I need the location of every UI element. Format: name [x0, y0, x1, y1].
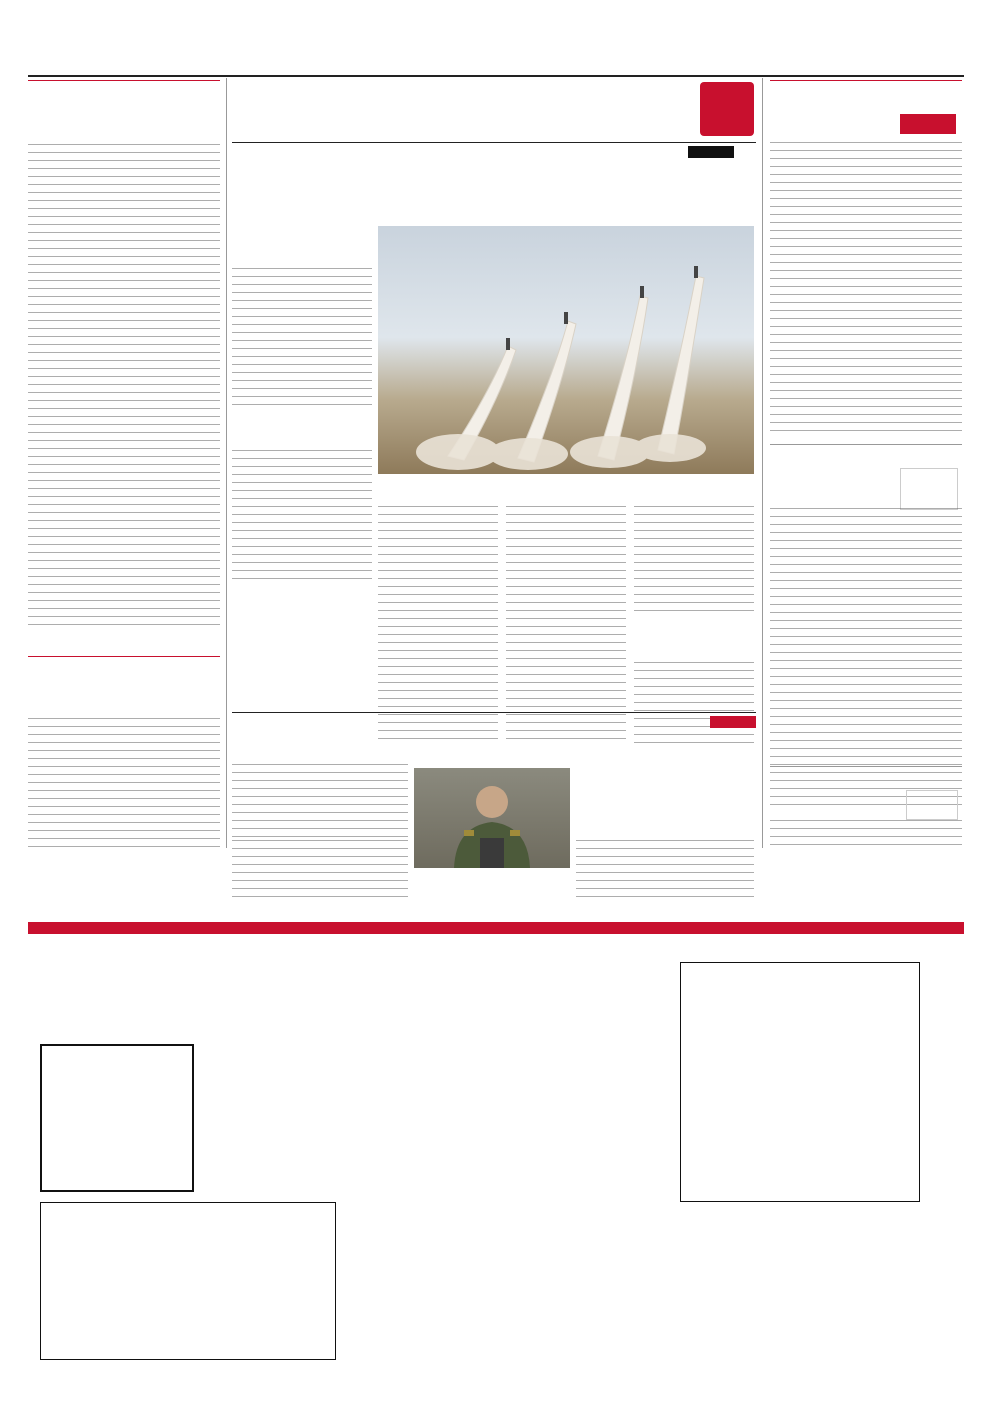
- iran-logo: [906, 790, 958, 820]
- kayhan-logo: [900, 468, 958, 510]
- down-clues: [360, 1252, 660, 1346]
- crossword-grid: [680, 962, 920, 1202]
- second-caption: [414, 868, 570, 898]
- lead-tag: [688, 146, 734, 158]
- answer-grid: [40, 1202, 336, 1360]
- second-tag: [710, 716, 756, 728]
- portrait: [414, 768, 570, 868]
- puzzle-band: [28, 922, 964, 934]
- lead-body: [378, 484, 754, 504]
- column-rule: [226, 78, 227, 848]
- column-rule: [762, 78, 763, 848]
- item2-body: [770, 464, 896, 504]
- clues: [360, 1126, 660, 1356]
- hammihan-logo: [900, 114, 956, 134]
- second-story: [232, 712, 756, 852]
- right-column: [770, 62, 962, 817]
- across-clues: [360, 1140, 660, 1222]
- sudoku-instructions: [206, 1084, 326, 1136]
- sudoku-grid: [40, 1044, 194, 1192]
- note2-body: [28, 698, 220, 718]
- lead-author: [674, 159, 734, 169]
- second-body: [576, 764, 754, 850]
- general-portrait-photo: [414, 768, 570, 868]
- logo: [700, 82, 754, 136]
- missile-trails: [378, 226, 754, 474]
- missile-launch-photo: [378, 226, 754, 474]
- masthead: [232, 80, 756, 152]
- item1-body: [770, 112, 894, 142]
- lead-body2: [634, 630, 754, 660]
- left-column: [28, 62, 220, 852]
- note1-body: [28, 112, 220, 142]
- lead-intro: [232, 226, 372, 266]
- lead-story: [232, 146, 756, 706]
